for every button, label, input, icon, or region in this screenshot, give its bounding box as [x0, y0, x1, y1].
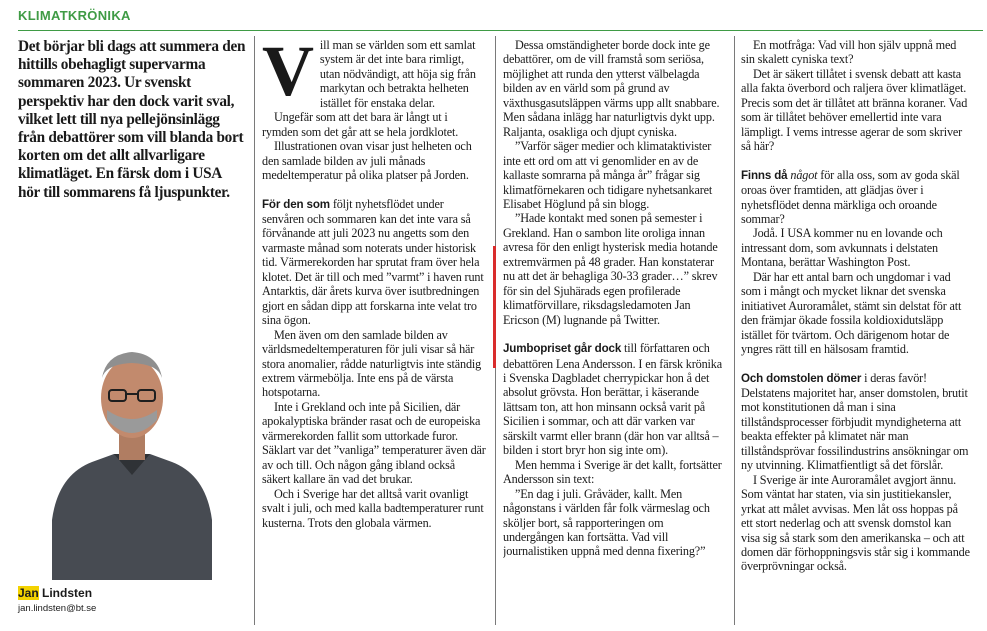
paragraph: Där har ett antal barn och ungdomar i vad som i mångt och mycket liknar det svenska initiativet Auroramålet, stämt sin delstat för att den främjar ökade fossila koldioxidutsläpp istället för tvärtom. Och därigenom hotar de yngres rätt till en hälsosam framtid.: [741, 269, 962, 357]
paragraph-text: följt nyhetsflödet under senvåren och sommaren kan det inte vara så förvånande att juli 2023 nu angetts som den varmaste månad som noterats under historisk tid. Värmerekorden har sprutat fram över hela klotet. Det är till och med ”varmt” i haven runt Antarktis, där årets kurva över isutbredningen gjort en sådan dipp att forskarna inte velat tro sina ögon.: [262, 196, 484, 328]
byline-name: [18, 586, 92, 600]
paragraph: Det är säkert tillåtet i svensk debatt att kasta alla fakta överbord och raljera över klimatläget. Precis som det är tillåtet att bränna koraner. Vad som är tillåtet behöver emellertid inte vara lämpligt. I vems intresse agerar de som skriver så här?: [741, 66, 968, 154]
column-divider-1: [254, 36, 255, 625]
paragraph-text: till författaren och debattören Lena Andersson. I en färsk krönika i Svenska Dagbladet cherrypickar hon å det absolut grövsta. Hon berättar, i käserande lättsam ton, att hon minsann också varit på Sicilien i sommar, och att där varken var särskilt varmt eller brann (där hon var alltså – bilden i stort bryr hon sig inte om).: [503, 341, 722, 458]
quote-bar: [493, 246, 496, 368]
paragraph: ”En dag i juli. Gråväder, kallt. Men någonstans i världen får folk värmeslag och sköljer bort, så rapporteringen om undergången kan fortsätta. Vad vill journalistiken uppnå med denna fixering?”: [503, 486, 710, 559]
paragraph: Men hemma i Sverige är det kallt, fortsätter Andersson sin text:: [503, 457, 722, 487]
drop-cap: V: [262, 38, 314, 111]
paragraph: Ungefär som att det bara är långt ut i rymden som det går att se hela jordklotet.: [262, 110, 459, 139]
paragraph: Inte i Grekland och inte på Sicilien, där apokalyptiska bränder rasat och de europeiska värmerekorden fallit som uttorkade furor. Säklart var det ”vanliga” temperaturer även där av och till. Och någon gång ibland också säkert kallare än vad det brukar.: [262, 399, 486, 487]
byline-email-highlight: jan: [18, 603, 31, 614]
paragraph: Och i Sverige har det alltså varit ovanligt svalt i juli, och med kalla badtemperaturer runt kusterna. Trots den globala värmen.: [262, 486, 484, 530]
paragraph: Jodå. I USA kommer nu en lovande och intressant dom, som avkunnats i delstaten Montana, berättar Washington Post.: [741, 226, 943, 270]
column-divider-3: [734, 36, 735, 625]
byline-email-rest: .lindsten@bt.se: [30, 603, 97, 614]
paragraph: Illustrationen ovan visar just helheten och den samlade bilden av juli månads medeltemperatur på olika platser på Jorden.: [262, 139, 472, 183]
column-2: [503, 38, 727, 623]
lead-paragraph: Det börjar bli dags att summera den hittills obehagligt supervarma sommaren 2023. Ur svenskt perspektiv har den dock varit sval, vilket lett till nya pellejönsinlägg från debattörer som vill blanda bort korten om det allt allvarligare klimatläget. En färsk dom i USA hör till sommarens få ljuspunkter.: [18, 38, 246, 201]
subheading-lead: För den som: [262, 197, 330, 211]
paragraph-text: för alla oss, som av goda skäl oroas över framtiden, att glädjas över i nyhetsflödet denna märkliga och oroande sommar?: [741, 167, 960, 226]
paragraph: ”Varför säger medier och klimataktivister inte ett ord om att vi genomlider en av de kallaste somrarna på många år” frågar sig klimatförnekaren och tidigare nyhetsankaret Elisabet Höglund på sin blogg.: [503, 139, 713, 211]
subheading-lead: Finns då: [741, 168, 788, 182]
paragraph-text: i deras favör! Delstatens majoritet har, anser domstolen, brutit mot konstitutionen då man i sina tillståndsprocesser förbjudit myndigheterna att beakta effekter på klimatet när man tillståndsprövar fossilindustrins ansökningar om ny utvinning. Klimatfientligt så det förslår.: [741, 370, 969, 473]
paragraph: ill man se världen som ett samlat system är det inte bara rimligt, utan nödvändigt, att höja sig från markytan och betrakta helheten istället för enstaka delar.: [319, 38, 476, 110]
emphasis: något: [790, 167, 818, 182]
header-rule: [18, 30, 983, 31]
paragraph: ”Hade kontakt med sonen på semester i Grekland. Han o sambon lite oroliga innan avresa för den enligt hysterisk media hotande extremvärmen på 48 grader. Han konstaterar nu att det är behagliga 30-33 grader…” skrev för sin del Sjuhärads egen profilerade klimatförvillare, riksdagsledamoten Jan Ericson (M) lugnande på Twitter.: [503, 211, 718, 327]
subheading-lead: Jumbopriset går dock: [503, 342, 622, 356]
byline-name-highlight: Jan: [18, 586, 39, 600]
section-label: KLIMATKRÖNIKA: [18, 8, 131, 23]
paragraph: Men även om den samlade bilden av världsmedeltemperaturen för juli visar så här stora anomalier, rådde naturligtvis inte ständig extrem värmebölja. Inte ens på de värsta hotspotarna.: [262, 327, 482, 400]
byline-email: [18, 603, 96, 614]
subheading-lead: Och domstolen dömer: [741, 371, 862, 385]
paragraph: En motfråga: Vad vill hon själv uppnå med sin skalett cyniska text?: [741, 38, 957, 67]
paragraph: [262, 197, 486, 328]
paragraph: [741, 168, 971, 227]
paragraph: [741, 371, 971, 473]
byline-name-rest: Lindsten: [38, 586, 93, 600]
paragraph: I Sverige är inte Auroramålet avgjort ännu. Som väntat har staten, via sin justitiekansler, yrkat att målet avvisas. Men låt oss hoppas på ett stort nederlag och att svensk domstol kan visa sig så stark som den amerikanska – och att domen där förhoppningsvis står sig i kommande överprövningar också.: [741, 472, 970, 574]
paragraph: Dessa omständigheter borde dock inte ge debattörer, om de vill framstå som seriösa, möjlighet att runda den ytterst välbelagda bilden av en värld som på grund av växthusgasutsläppen värms upp allt snabbare. Men sådana inlägg har naturligtvis dykt upp. Raljanta, osakliga och djupt cyniska.: [503, 38, 720, 139]
author-photo: [22, 270, 242, 580]
paragraph: [503, 341, 727, 458]
column-3: [741, 38, 971, 623]
column-1: [262, 38, 486, 623]
